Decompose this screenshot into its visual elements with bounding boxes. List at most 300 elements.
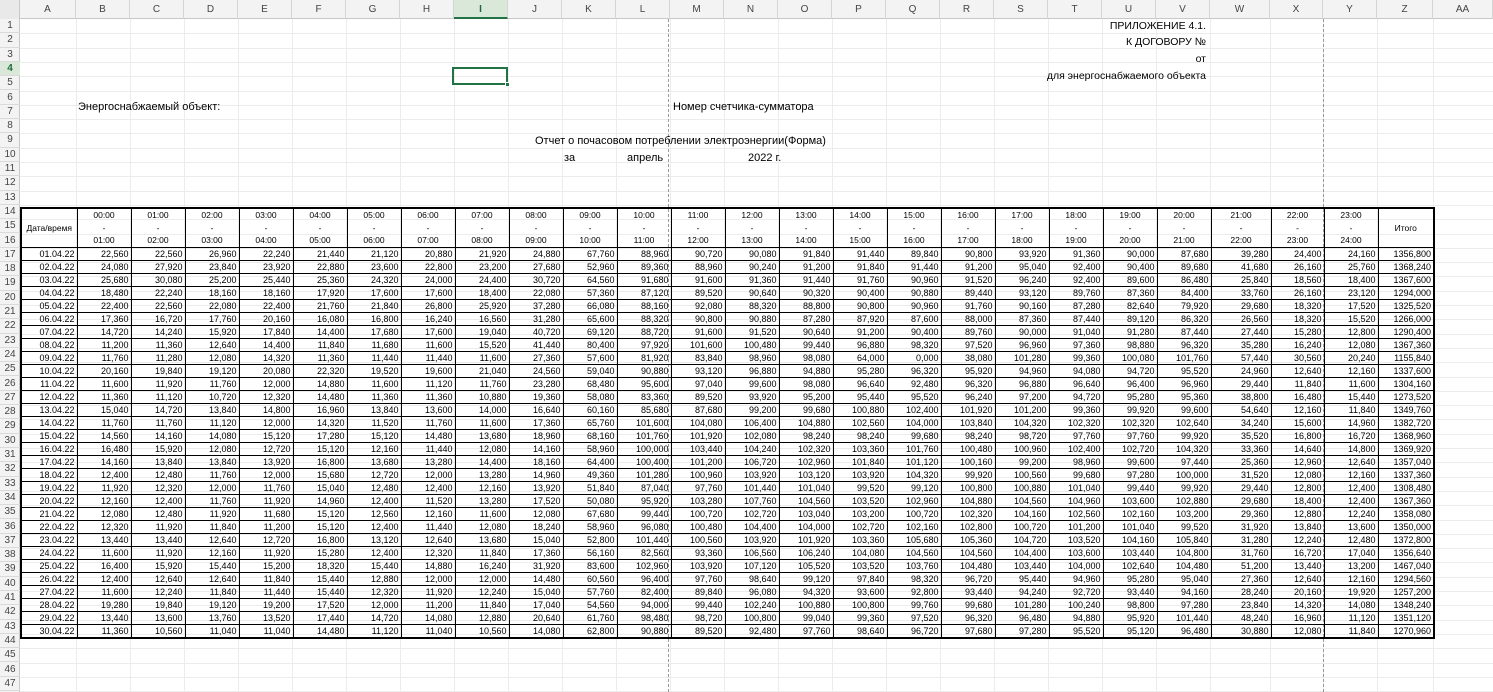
value-cell[interactable]: 81,920 [617,351,671,364]
column-header-O[interactable]: O [778,0,832,19]
value-cell[interactable]: 83,600 [563,559,617,572]
value-cell[interactable]: 12,080 [77,507,131,520]
value-cell[interactable]: 18,560 [1271,273,1324,286]
value-cell[interactable]: 14,320 [239,351,293,364]
value-cell[interactable]: 17,600 [401,286,455,299]
value-cell[interactable]: 14,000 [455,403,509,416]
hour-from-header[interactable]: 07:00 [455,208,509,221]
value-cell[interactable]: 19,280 [77,598,131,611]
row-header-44[interactable]: 44 [0,634,20,648]
value-cell[interactable]: 82,400 [617,585,671,598]
column-header-A[interactable]: A [20,0,76,19]
value-cell[interactable]: 101,120 [887,455,941,468]
value-cell[interactable]: 92,480 [725,624,779,638]
value-cell[interactable]: 14,080 [509,624,563,638]
value-cell[interactable]: 18,400 [1324,273,1378,286]
value-cell[interactable]: 83,840 [671,351,725,364]
value-cell[interactable]: 96,640 [833,377,887,390]
value-cell[interactable]: 14,960 [293,494,347,507]
value-cell[interactable]: 91,840 [833,260,887,273]
value-cell[interactable]: 102,640 [1103,559,1157,572]
value-cell[interactable]: 57,760 [563,585,617,598]
value-cell[interactable]: 31,920 [1211,520,1271,533]
value-cell[interactable]: 11,120 [347,624,401,638]
value-cell[interactable]: 13,840 [1271,520,1324,533]
value-cell[interactable]: 104,480 [941,559,995,572]
value-cell[interactable]: 13,200 [1324,559,1378,572]
value-cell[interactable]: 27,680 [509,260,563,273]
value-cell[interactable]: 12,320 [347,585,401,598]
value-cell[interactable]: 103,440 [995,559,1049,572]
hour-range-dash[interactable]: - [1324,221,1378,234]
hour-from-header[interactable]: 23:00 [1324,208,1378,221]
value-cell[interactable]: 100,240 [1049,598,1103,611]
value-cell[interactable]: 26,800 [401,299,455,312]
value-cell[interactable]: 18,160 [185,286,239,299]
value-cell[interactable]: 102,160 [1103,507,1157,520]
value-cell[interactable]: 14,720 [347,611,401,624]
value-cell[interactable]: 25,920 [455,299,509,312]
value-cell[interactable]: 28,240 [1211,585,1271,598]
row-header-15[interactable]: 15 [0,219,20,233]
value-cell[interactable]: 106,400 [725,416,779,429]
value-cell[interactable]: 87,680 [671,403,725,416]
value-cell[interactable]: 23,280 [509,377,563,390]
value-cell[interactable]: 31,760 [1211,546,1271,559]
hour-to-header[interactable]: 16:00 [887,234,941,247]
value-cell[interactable]: 106,240 [779,546,833,559]
value-cell[interactable]: 87,280 [779,312,833,325]
value-cell[interactable]: 14,160 [131,429,185,442]
column-header-AA[interactable]: AA [1433,0,1493,19]
value-cell[interactable]: 103,520 [833,559,887,572]
value-cell[interactable]: 51,200 [1211,559,1271,572]
value-cell[interactable]: 21,120 [347,247,401,260]
value-cell[interactable]: 105,680 [887,533,941,546]
value-cell[interactable]: 11,520 [401,494,455,507]
value-cell[interactable]: 11,120 [1324,611,1378,624]
value-cell[interactable]: 13,600 [401,403,455,416]
value-cell[interactable]: 101,280 [995,351,1049,364]
hour-from-header[interactable]: 11:00 [671,208,725,221]
value-cell[interactable]: 92,480 [887,377,941,390]
value-cell[interactable]: 12,720 [239,442,293,455]
date-cell[interactable]: 08.04.22 [21,338,77,351]
value-cell[interactable]: 12,000 [239,416,293,429]
value-cell[interactable]: 91,520 [725,325,779,338]
value-cell[interactable]: 11,600 [455,416,509,429]
value-cell[interactable]: 22,240 [239,247,293,260]
hour-from-header[interactable]: 19:00 [1103,208,1157,221]
value-cell[interactable]: 14,640 [1271,442,1324,455]
value-cell[interactable]: 95,200 [779,390,833,403]
hour-range-dash[interactable]: - [833,221,887,234]
value-cell[interactable]: 22,240 [131,286,185,299]
value-cell[interactable]: 18,400 [1271,494,1324,507]
value-cell[interactable]: 104,960 [1049,494,1103,507]
value-cell[interactable]: 88,800 [779,299,833,312]
value-cell[interactable]: 87,280 [1049,299,1103,312]
value-cell[interactable]: 17,680 [347,325,401,338]
value-cell[interactable]: 12,880 [1271,507,1324,520]
value-cell[interactable]: 11,840 [185,520,239,533]
value-cell[interactable]: 19,920 [1324,585,1378,598]
value-cell[interactable]: 103,200 [1157,507,1211,520]
date-cell[interactable]: 13.04.22 [21,403,77,416]
total-cell[interactable]: 1382,720 [1378,416,1434,429]
hour-range-dash[interactable]: - [401,221,455,234]
value-cell[interactable]: 11,920 [239,494,293,507]
total-cell[interactable]: 1368,240 [1378,260,1434,273]
value-cell[interactable]: 25,360 [1211,455,1271,468]
value-cell[interactable]: 102,160 [887,520,941,533]
value-cell[interactable]: 99,920 [1103,403,1157,416]
value-cell[interactable]: 103,280 [671,494,725,507]
value-cell[interactable]: 92,720 [1049,585,1103,598]
value-cell[interactable]: 100,960 [995,442,1049,455]
total-cell[interactable]: 1325,520 [1378,299,1434,312]
value-cell[interactable]: 19,600 [401,364,455,377]
value-cell[interactable]: 103,040 [779,507,833,520]
value-cell[interactable]: 14,480 [509,572,563,585]
value-cell[interactable]: 98,960 [1049,455,1103,468]
value-cell[interactable]: 88,160 [617,299,671,312]
value-cell[interactable]: 11,680 [347,338,401,351]
value-cell[interactable]: 99,360 [1049,351,1103,364]
value-cell[interactable]: 19,040 [455,325,509,338]
value-cell[interactable]: 11,920 [239,546,293,559]
value-cell[interactable]: 23,920 [239,260,293,273]
value-cell[interactable]: 97,360 [1049,338,1103,351]
header-blank-cell[interactable] [1378,234,1434,247]
value-cell[interactable]: 11,760 [185,468,239,481]
value-cell[interactable]: 12,160 [401,507,455,520]
value-cell[interactable]: 21,040 [455,364,509,377]
value-cell[interactable]: 30,880 [1211,624,1271,638]
value-cell[interactable]: 11,920 [185,507,239,520]
value-cell[interactable]: 96,720 [941,572,995,585]
hour-from-header[interactable]: 06:00 [401,208,455,221]
value-cell[interactable]: 12,320 [131,481,185,494]
value-cell[interactable]: 25,360 [293,273,347,286]
value-cell[interactable]: 18,160 [509,455,563,468]
value-cell[interactable]: 101,760 [617,429,671,442]
value-cell[interactable]: 93,920 [725,390,779,403]
value-cell[interactable]: 11,760 [401,416,455,429]
hour-range-dash[interactable]: - [239,221,293,234]
value-cell[interactable]: 98,720 [995,429,1049,442]
value-cell[interactable]: 15,440 [293,572,347,585]
value-cell[interactable]: 91,040 [1049,325,1103,338]
row-header-21[interactable]: 21 [0,305,20,319]
value-cell[interactable]: 25,760 [1324,260,1378,273]
value-cell[interactable]: 33,760 [1211,286,1271,299]
value-cell[interactable]: 90,160 [995,299,1049,312]
value-cell[interactable]: 87,600 [887,312,941,325]
value-cell[interactable]: 89,680 [1157,260,1211,273]
value-cell[interactable]: 13,840 [185,403,239,416]
date-cell[interactable]: 30.04.22 [21,624,77,638]
row-header-30[interactable]: 30 [0,434,20,448]
value-cell[interactable]: 11,120 [401,377,455,390]
value-cell[interactable]: 13,680 [347,455,401,468]
value-cell[interactable]: 96,400 [617,572,671,585]
column-header-J[interactable]: J [508,0,562,19]
value-cell[interactable]: 14,080 [185,429,239,442]
date-cell[interactable]: 21.04.22 [21,507,77,520]
value-cell[interactable]: 100,080 [1103,351,1157,364]
value-cell[interactable]: 101,440 [725,481,779,494]
hour-from-header[interactable]: 04:00 [293,208,347,221]
column-header-D[interactable]: D [184,0,238,19]
value-cell[interactable]: 100,720 [671,507,725,520]
value-cell[interactable]: 90,800 [833,299,887,312]
value-cell[interactable]: 13,440 [131,533,185,546]
value-cell[interactable]: 12,640 [401,533,455,546]
value-cell[interactable]: 95,280 [1103,390,1157,403]
value-cell[interactable]: 13,840 [185,455,239,468]
value-cell[interactable]: 61,760 [563,611,617,624]
value-cell[interactable]: 88,720 [617,325,671,338]
value-cell[interactable]: 12,000 [347,598,401,611]
value-cell[interactable]: 18,480 [77,286,131,299]
value-cell[interactable]: 101,280 [995,598,1049,611]
column-header-N[interactable]: N [724,0,778,19]
date-cell[interactable]: 29.04.22 [21,611,77,624]
column-header-X[interactable]: X [1270,0,1323,19]
value-cell[interactable]: 26,160 [1271,286,1324,299]
hour-to-header[interactable]: 19:00 [1049,234,1103,247]
value-cell[interactable]: 91,200 [941,260,995,273]
value-cell[interactable]: 14,880 [401,559,455,572]
value-cell[interactable]: 14,960 [1324,416,1378,429]
value-cell[interactable]: 101,920 [941,403,995,416]
value-cell[interactable]: 82,640 [1103,299,1157,312]
value-cell[interactable]: 99,440 [1103,481,1157,494]
value-cell[interactable]: 99,680 [887,429,941,442]
column-header-K[interactable]: K [562,0,616,19]
total-cell[interactable]: 1357,040 [1378,455,1434,468]
column-header-W[interactable]: W [1210,0,1270,19]
value-cell[interactable]: 99,760 [887,598,941,611]
column-header-G[interactable]: G [346,0,400,19]
value-cell[interactable]: 89,600 [1103,273,1157,286]
row-header-23[interactable]: 23 [0,334,20,348]
value-cell[interactable]: 89,520 [671,624,725,638]
value-cell[interactable]: 96,640 [1049,377,1103,390]
value-cell[interactable]: 97,920 [617,338,671,351]
value-cell[interactable]: 100,000 [617,442,671,455]
value-cell[interactable]: 11,600 [1324,377,1378,390]
value-cell[interactable]: 16,080 [293,312,347,325]
value-cell[interactable]: 93,120 [995,286,1049,299]
value-cell[interactable]: 12,240 [1324,507,1378,520]
column-header-E[interactable]: E [238,0,292,19]
date-cell[interactable]: 03.04.22 [21,273,77,286]
row-header-2[interactable]: 2 [0,33,20,47]
header-blank-cell[interactable] [21,208,77,221]
value-cell[interactable]: 12,320 [239,390,293,403]
value-cell[interactable]: 101,440 [617,533,671,546]
total-cell[interactable]: 1356,800 [1378,247,1434,260]
value-cell[interactable]: 93,440 [1103,585,1157,598]
value-cell[interactable]: 99,200 [725,403,779,416]
value-cell[interactable]: 15,440 [293,585,347,598]
value-cell[interactable]: 103,840 [941,416,995,429]
value-cell[interactable]: 100,480 [941,442,995,455]
hour-range-dash[interactable]: - [347,221,401,234]
hour-to-header[interactable]: 23:00 [1271,234,1324,247]
value-cell[interactable]: 24,320 [347,273,401,286]
hour-from-header[interactable]: 01:00 [131,208,185,221]
total-cell[interactable]: 1294,000 [1378,286,1434,299]
total-cell[interactable]: 1349,760 [1378,403,1434,416]
total-cell[interactable]: 1367,360 [1378,338,1434,351]
hour-to-header[interactable]: 08:00 [455,234,509,247]
value-cell[interactable]: 41,440 [509,338,563,351]
value-cell[interactable]: 99,680 [941,598,995,611]
value-cell[interactable]: 25,680 [77,273,131,286]
value-cell[interactable]: 52,960 [563,260,617,273]
value-cell[interactable]: 91,280 [1103,325,1157,338]
value-cell[interactable]: 97,760 [1103,429,1157,442]
value-cell[interactable]: 104,080 [833,546,887,559]
value-cell[interactable]: 104,000 [887,416,941,429]
value-cell[interactable]: 11,120 [131,390,185,403]
value-cell[interactable]: 16,720 [1324,429,1378,442]
value-cell[interactable]: 10,880 [455,390,509,403]
value-cell[interactable]: 89,360 [617,260,671,273]
value-cell[interactable]: 103,120 [779,468,833,481]
value-cell[interactable]: 11,120 [185,416,239,429]
value-cell[interactable]: 87,360 [995,312,1049,325]
value-cell[interactable]: 12,800 [1271,481,1324,494]
value-cell[interactable]: 96,480 [995,611,1049,624]
value-cell[interactable]: 96,720 [887,624,941,638]
value-cell[interactable]: 12,640 [131,572,185,585]
value-cell[interactable]: 92,080 [671,299,725,312]
value-cell[interactable]: 102,080 [725,429,779,442]
value-cell[interactable]: 106,560 [725,546,779,559]
value-cell[interactable]: 93,120 [671,364,725,377]
value-cell[interactable]: 100,480 [725,338,779,351]
hour-to-header[interactable]: 05:00 [293,234,347,247]
value-cell[interactable]: 17,040 [509,598,563,611]
value-cell[interactable]: 103,920 [833,468,887,481]
value-cell[interactable]: 25,200 [185,273,239,286]
date-cell[interactable]: 04.04.22 [21,286,77,299]
row-header-40[interactable]: 40 [0,577,20,591]
value-cell[interactable]: 20,640 [509,611,563,624]
value-cell[interactable]: 21,760 [293,299,347,312]
hour-to-header[interactable]: 24:00 [1324,234,1378,247]
hour-to-header[interactable]: 14:00 [779,234,833,247]
value-cell[interactable]: 15,440 [347,559,401,572]
value-cell[interactable]: 11,600 [455,507,509,520]
value-cell[interactable]: 90,800 [941,247,995,260]
date-cell[interactable]: 01.04.22 [21,247,77,260]
row-header-47[interactable]: 47 [0,677,20,691]
value-cell[interactable]: 16,240 [401,312,455,325]
value-cell[interactable]: 17,520 [509,494,563,507]
hour-range-dash[interactable]: - [887,221,941,234]
value-cell[interactable]: 102,320 [1049,416,1103,429]
value-cell[interactable]: 12,160 [185,546,239,559]
value-cell[interactable]: 99,440 [617,507,671,520]
value-cell[interactable]: 89,440 [941,286,995,299]
value-cell[interactable]: 65,760 [563,416,617,429]
value-cell[interactable]: 90,000 [1103,247,1157,260]
date-cell[interactable]: 07.04.22 [21,325,77,338]
value-cell[interactable]: 49,360 [563,468,617,481]
total-cell[interactable]: 1257,200 [1378,585,1434,598]
value-cell[interactable]: 83,360 [617,390,671,403]
value-cell[interactable]: 29,440 [1211,377,1271,390]
hour-to-header[interactable]: 15:00 [833,234,887,247]
value-cell[interactable]: 105,360 [941,533,995,546]
value-cell[interactable]: 97,760 [671,572,725,585]
value-cell[interactable]: 104,320 [887,468,941,481]
value-cell[interactable]: 98,800 [1103,598,1157,611]
value-cell[interactable]: 101,280 [617,468,671,481]
value-cell[interactable]: 93,360 [671,546,725,559]
row-header-33[interactable]: 33 [0,477,20,491]
value-cell[interactable]: 29,680 [1211,299,1271,312]
value-cell[interactable]: 96,960 [1157,377,1211,390]
hour-range-dash[interactable]: - [77,221,131,234]
value-cell[interactable]: 18,240 [509,520,563,533]
value-cell[interactable]: 102,720 [1103,442,1157,455]
value-cell[interactable]: 96,880 [995,377,1049,390]
value-cell[interactable]: 17,360 [77,312,131,325]
value-cell[interactable]: 12,160 [1324,572,1378,585]
value-cell[interactable]: 100,480 [671,520,725,533]
total-cell[interactable]: 1358,080 [1378,507,1434,520]
value-cell[interactable]: 96,960 [995,338,1049,351]
value-cell[interactable]: 17,360 [509,416,563,429]
header-blank-cell[interactable] [1378,208,1434,221]
value-cell[interactable]: 23,120 [1324,286,1378,299]
column-header-P[interactable]: P [832,0,886,19]
value-cell[interactable]: 12,000 [401,468,455,481]
value-cell[interactable]: 96,480 [1157,624,1211,638]
value-cell[interactable]: 90,880 [617,624,671,638]
value-cell[interactable]: 102,960 [617,559,671,572]
value-cell[interactable]: 12,400 [77,572,131,585]
value-cell[interactable]: 90,640 [779,325,833,338]
value-cell[interactable]: 95,440 [995,572,1049,585]
date-cell[interactable]: 11.04.22 [21,377,77,390]
value-cell[interactable]: 16,640 [509,403,563,416]
value-cell[interactable]: 101,760 [887,442,941,455]
date-cell[interactable]: 20.04.22 [21,494,77,507]
value-cell[interactable]: 91,360 [1049,247,1103,260]
value-cell[interactable]: 97,760 [671,481,725,494]
value-cell[interactable]: 104,560 [779,494,833,507]
value-cell[interactable]: 99,600 [1157,403,1211,416]
row-header-5[interactable]: 5 [0,76,20,90]
hour-to-header[interactable]: 11:00 [617,234,671,247]
value-cell[interactable]: 13,600 [131,611,185,624]
total-cell[interactable]: 1155,840 [1378,351,1434,364]
date-cell[interactable]: 17.04.22 [21,455,77,468]
value-cell[interactable]: 102,320 [1103,416,1157,429]
value-cell[interactable]: 99,520 [1157,520,1211,533]
value-cell[interactable]: 65,600 [563,312,617,325]
value-cell[interactable]: 12,160 [1324,468,1378,481]
value-cell[interactable]: 21,440 [293,247,347,260]
value-cell[interactable]: 18,400 [455,286,509,299]
